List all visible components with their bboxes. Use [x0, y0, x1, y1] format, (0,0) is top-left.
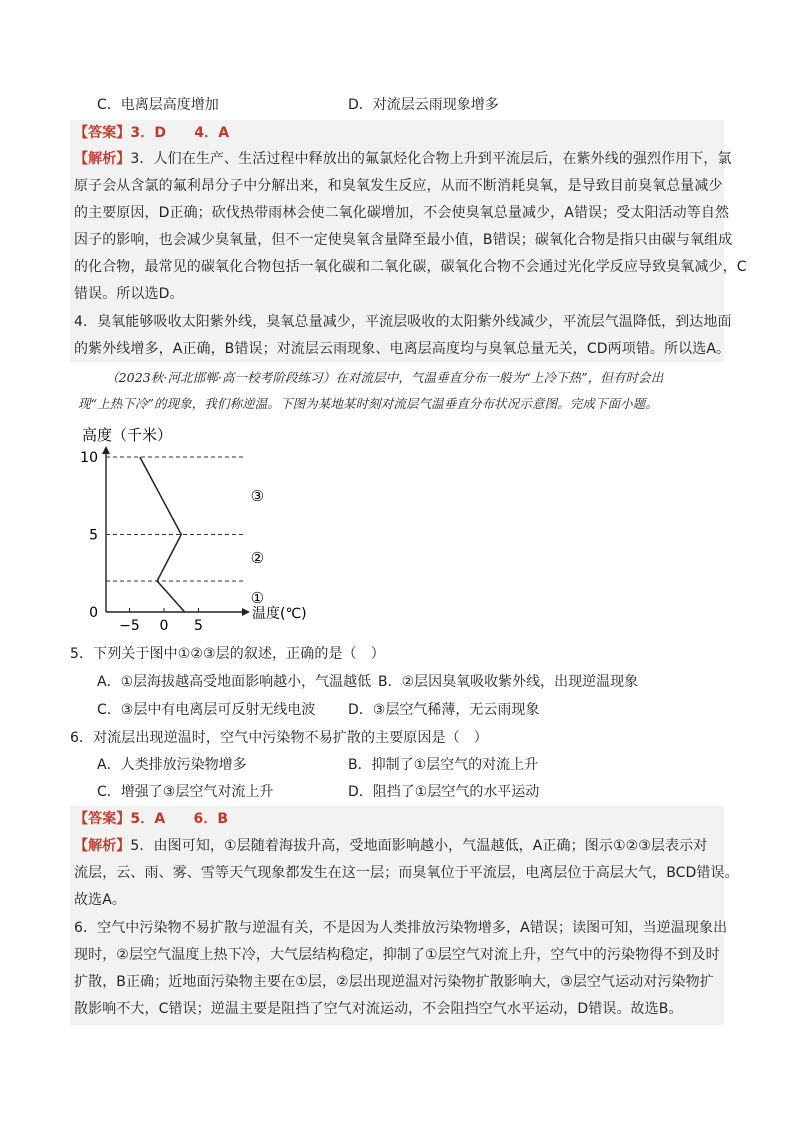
- explanation-line: 原子会从含氯的氟利昂分子中分解出来，和臭氧发生反应，从而不断消耗臭氧，是导致目前臭氧总量减少: [74, 178, 723, 194]
- x-tick-label: 0: [159, 618, 169, 634]
- q5-option-b: B．②层因臭氧吸收紫外线，出现逆温现象: [378, 674, 639, 690]
- q6-option-c: C．增强了③层空气对流上升: [97, 784, 274, 800]
- explanation-line: 扩散，B正确；近地面污染物主要在①层，②层出现逆温对污染物扩散影响大，③层空气运动对污染物扩: [74, 974, 714, 990]
- explanation-line: 4．臭氧能够吸收太阳紫外线，臭氧总量减少，平流层吸收的太阳紫外线减少，平流层气温降低，到达地面: [74, 314, 732, 330]
- intro-line-2: 现“上热下冷”的现象，我们称逆温。下图为某地某时刻对流层气温垂直分布状况示意图。完成下面小题。: [78, 396, 658, 411]
- explanation-line: 流层，云、雨、雾、雪等天气现象都发生在这一层；而臭氧位于平流层，电离层位于高层大气，BCD错误。: [74, 865, 739, 881]
- explanation-label: 【解析】: [74, 151, 131, 167]
- layer-label: ①: [250, 589, 265, 608]
- y-tick-label: 0: [89, 605, 98, 621]
- q5-option-d: D．③层空气稀薄，无云雨现象: [348, 702, 540, 718]
- x-tick-label: −5: [119, 618, 140, 634]
- q6-option-b: B．抑制了①层空气的对流上升: [348, 757, 539, 773]
- answer-text: 5．A 6．B: [130, 811, 229, 827]
- x-axis-label: 温度(℃): [252, 606, 307, 622]
- q6-option-a: A．人类排放污染物增多: [97, 757, 247, 773]
- explanation-line: 散影响不大，C错误；逆温主要是阻挡了空气对流运动，不会阻挡空气水平运动，D错误。故选B。: [74, 1001, 683, 1017]
- answer-line-1: [74, 122, 229, 142]
- y-tick-label: 5: [89, 527, 98, 544]
- explanation-line: 的主要原因，D正确；砍伐热带雨林会使二氧化碳增加，不会使臭氧总量减少，A错误；受太阳活动等自然: [74, 205, 730, 221]
- explanation-text: 5．由图可知，①层随着海拔升高，受地面影响越小，气温越低，A正确；图示①②③层表示对: [130, 838, 708, 854]
- answer-explanation-block-1: [70, 120, 747, 362]
- explanation-line: 6．空气中污染物不易扩散与逆温有关，不是因为人类排放污染物增多，A错误；读图可知，当逆温现象出: [74, 920, 728, 936]
- option-c-prev: C．电离层高度增加: [97, 97, 219, 113]
- answer-label: 【答案】: [74, 125, 131, 141]
- question-6-stem: 6．对流层出现逆温时，空气中污染物不易扩散的主要原因是（ ）: [70, 730, 488, 746]
- x-tick-label: 5: [194, 618, 203, 634]
- q5-option-a: A．①层海拔越高受地面影响越小，气温越低: [97, 674, 372, 690]
- question-5-stem: 5．下列关于图中①②③层的叙述，正确的是（ ）: [70, 646, 385, 662]
- answer-text: 3．D 4．A: [130, 125, 230, 141]
- explanation-text: 3．人们在生产、生活过程中释放出的氟氯烃化合物上升到平流层后，在紫外线的强烈作用下，氯: [130, 151, 732, 167]
- explanation-line: 错误。所以选D。: [74, 286, 184, 302]
- explanation-line-1: [74, 835, 707, 855]
- explanation-line: 的紫外线增多，A正确，B错误；对流层云雨现象、电离层高度均与臭氧总量无关，CD两项错。所以选A。: [74, 341, 731, 357]
- explanation-line-1: [74, 148, 732, 168]
- q6-option-d: D．阻挡了①层空气的水平运动: [348, 784, 540, 800]
- q5-option-c: C．③层中有电离层可反射无线电波: [97, 702, 316, 718]
- layer-label: ②: [250, 548, 265, 567]
- option-d-prev: D．对流层云雨现象增多: [348, 97, 499, 113]
- answer-explanation-block-2: [70, 806, 739, 1025]
- temperature-profile-chart: [70, 418, 307, 638]
- answer-label: 【答案】: [74, 811, 131, 827]
- explanation-line: 现时，②层空气温度上热下冷，大气层结构稳定，抑制了①层空气对流上升，空气中的污染物得不到及时: [74, 947, 720, 963]
- layer-label: ③: [250, 486, 265, 505]
- explanation-line: 因子的影响，也会减少臭氧量，但不一定使臭氧含量降至最小值，B错误；碳氧化合物是指只由碳与氧组成: [74, 232, 733, 248]
- explanation-line: 的化合物，最常见的碳氧化合物包括一氧化碳和二氧化碳，碳氧化合物不会通过光化学反应导致臭氧减少，C: [74, 259, 747, 275]
- explanation-line: 故选A。: [74, 892, 126, 908]
- explanation-label: 【解析】: [74, 838, 131, 854]
- intro-line-1: （2023秋·河北邯郸·高一校考阶段练习）在对流层中，气温垂直分布一般为“上冷下热”，但有时会出: [106, 370, 664, 385]
- y-tick-label: 10: [80, 450, 98, 466]
- answer-line-2: [74, 808, 228, 828]
- y-axis-label: 高度（千米）: [82, 426, 173, 444]
